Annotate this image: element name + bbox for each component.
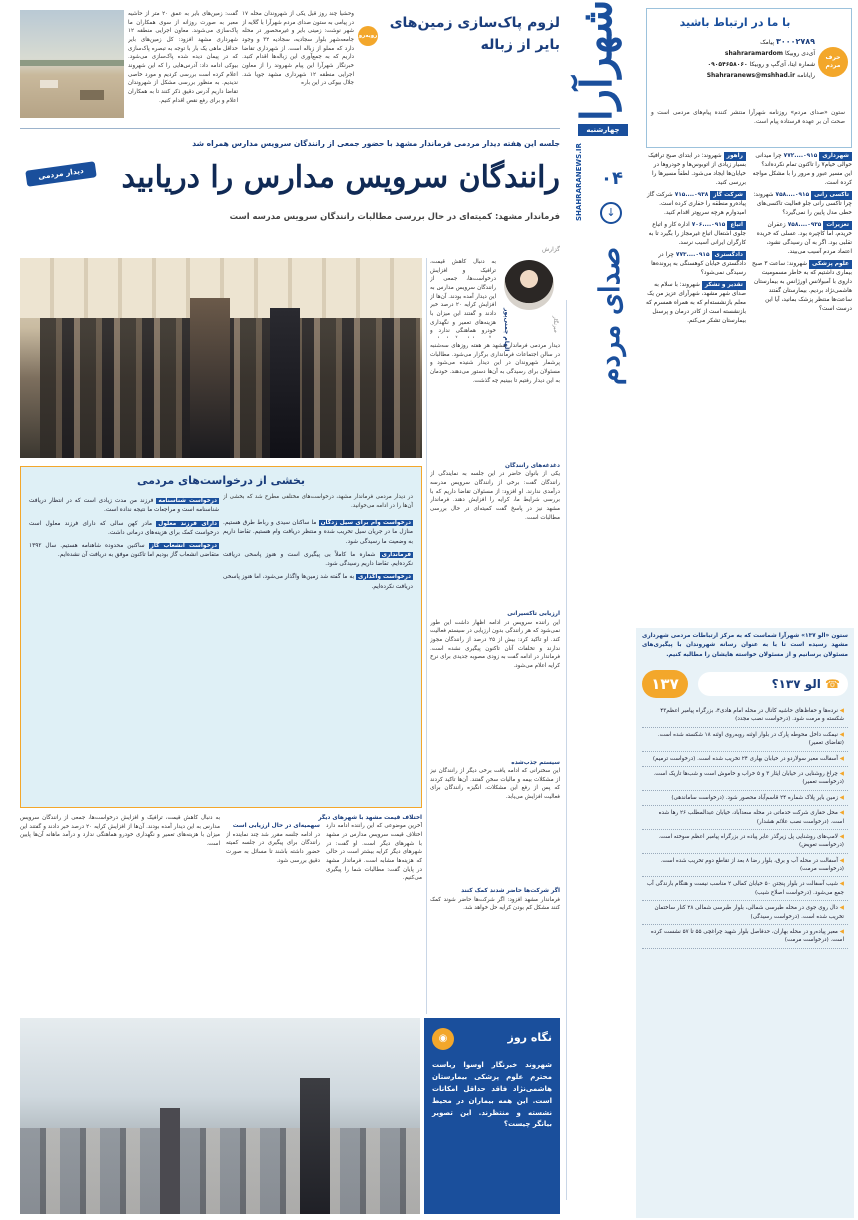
bullet-icon: ◀ [837,857,844,864]
request-tag: درخواست انشعاب گاز [150,543,217,550]
hotline-item: ◀ شیب آسفالت در بلوار پنجتن ۵۰ خیابان کمالی ۲ مناسب نیست و هنگام بارندگی آب جمع می‌شود. (درخواست اصلاح شیب) [642,877,848,901]
main-story-badge: دیدار مردمی [26,154,96,194]
contact-telegram[interactable]: shahraramardom آی‌دی روبیکا [724,50,815,58]
bullet-icon: ◀ [837,794,844,801]
message-district: شهرداری [819,152,852,161]
col7-heading: سهمیه‌ای در حال ارزیابی است [232,823,320,830]
website: SHAHRARANEWS.IR [575,143,583,221]
contact-badge: حرف مردم [818,47,848,77]
col3-heading: دغدغه‌های رانندگان [505,463,560,469]
message-phone: ۰۹۳۵....۷۵۸ [785,221,822,228]
hotline-item: ◀ چراغ روشنایی در خیابان ایثار ۳ و ۵ خراب و خاموش است و شب‌ها تاریک است. (درخواست تعمیر) [642,767,848,791]
main-col-8: فرماندار مشهد افزود: اگر شرکت‌ها حاضر شوند کمک کنند مشکل کم بودن کرایه حل خواهد شد. [430,896,560,912]
request-entry: درخواست انشعاب گاز ساکنین محدوده شاهنامه هستیم. سال ۱۳۹۲ متقاضی انشعاب گاز بودیم اما تاکنون موفق به دریافت آن نشده‌ایم. [29,543,219,559]
bullet-icon: ◀ [837,833,844,840]
main-story-kicker: جلسه این هفته دیدار مردمی فرماندار مشهد با حضور جمعی از رانندگان سرویس مدارس همراه شد [192,139,560,148]
message-text: چرا در دادگستری خیابان کوهسنگی به پرونده‌ها رسیدگی نمی‌شود؟ [651,251,746,276]
hotline-header [642,670,848,698]
col5-heading: سیستم جذب‌شده [511,759,560,766]
request-tag: درخواست شناسنامه [158,498,217,504]
message-phone: ۰۹۳۸....۷۱۵ [672,191,709,198]
contact-sms: ۳۰۰۰۲۷۸۹ پیامک [760,37,815,46]
main-col-7: در ادامه جلسه مقرر شد چند نماینده از رانندگان برای پیگیری در جلسه کمیته حضور داشته باشند تا مسائل به صورت دقیق بررسی شود. [226,831,320,864]
contact-box [646,8,852,148]
messages-list [646,152,852,622]
top-story-badge: روبه‌رو [358,26,378,46]
message-text: شهروند: با سلام به صدای شهر مشهد، شهرآرای عزیز من یک معلم بازنشسته‌ام که به همراه همسرم که بازنشسته است از کادر درمان و پرسنل بیمارستان تشکر می‌کنم. [646,281,746,324]
photo-caption-text: شهروند خبرنگار اوسوا رباست محترم علوم پزشکی بیمارستان هاشمی‌نژاد فاقد حداقل امکانات است. این همه بیماران در محیط نشسته و منتظرند. این تصویر بیانگر چیست؟ [432,1061,552,1129]
bullet-icon: ◀ [837,708,844,714]
message-text: چرا میدانی حوالی خیام۷ را تاکنون تمام نکرده‌اند؟ این مسیر عبور و مرور را با مشکل مواجه کرده است. [752,153,852,186]
message-item [646,221,746,248]
message-item [646,251,746,278]
message-text: شهروند: ساعت ۳ صبح بیماری داشتیم که به خاطر مسمومیت داروی با آمبولانس اورژانس به بیمارستان هاشمی‌نژاد بردیم. بیمارستان گفتند ساعت‌ها منتظر پزشک بمانید، آیا این درست است؟ [752,260,852,312]
message-district: تقدیر و تشکر [702,281,746,290]
camera-icon: ◉ [432,1028,454,1050]
message-text: زعفران خریدم، اما کاچیره بود. عسلی که خریده تقلبی بود. اگر به آن رسیدگی نشود، اعتماد مردم آسیب می‌بیند. [756,221,852,255]
main-col-3: یکی از بانوان حاضر در این جلسه به نمایندگی از رانندگان گفت: برخی از رانندگان سرویس مدرسه درآمدی ندارند. او افزود: از مسئولان تقاضا داریم که با بررسی شرایط ما، کرایه را افزایش دهند. فرماندار مشهد نیز در پاسخ گفت کمیته‌ای در حال بررسی مطالبات است. [430,471,560,521]
col4-heading: ارزیابی تاکسیرانی [507,611,560,618]
hotline-intro: ستون «الو ۱۳۷» شهرآرا شماست که به مرکز ارتباطات مردمی شهرداری مشهد رسیده است تا با به عنوان رسانه شهروندان با پیگیری‌های مسئولان برسانیم و از مسئولان خواسته هایشان را مطالبه کنیم. [642,633,849,658]
message-item [752,191,852,218]
arrow-down-icon: ↓ [606,206,616,219]
main-col-2: به دنبال کاهش قیمت، ترافیک و افزایش درخواست‌ها، جمعی از رانندگان سرویس مدارس به این دیدار آمده بودند. آن‌ها از افزایش کرایه ۲۰ درصد خبر دادند و گفتند این میزان با هزینه‌های تعمیر و نگهداری خودرو هماهنگی ندارد و درآمد ماهانه آن‌ها پایین است. [20,815,220,847]
hotline-items [642,704,848,1212]
author-role: خبرنگار [552,316,558,333]
contact-title: با ما در ارتباط باشید [679,16,791,29]
request-tag: دارای فرزند معلول [158,520,217,527]
request-entry: دارای فرزند معلول مادر کهن سالی که دارای فرزند معلول است درخواست کمک برای هزینه‌های درمانی داشت. [29,520,219,536]
message-district: دادگستری [712,251,747,260]
request-entry: فرمانداری شماره ما کاملاً بی پیگیری است و هنوز پاسخی دریافت نکرده‌ایم. تقاضا داریم رسیدگی شود. [223,551,413,568]
request-entry: درخواست وام برای سیل زدگان ما ساکنان سیدی و رباط طرق هستیم. منازل ما در جریان سیل تخریب شده و منتظر دریافت وام هستیم. تقاضا داریم به وضعیت ما رسیدگی شود. [223,520,413,545]
request-tag: درخواست واگذاری [357,574,411,581]
bullet-icon: ◀ [837,731,844,738]
message-item [752,152,852,188]
photo-caption-box [424,1018,560,1214]
message-phone: ۰۹۱۵....۷۰۶ [689,221,726,228]
top-story-col-b: گفت: زمین‌های بایر به عمق ۲۰ متر از حاشیه معبر به صورت روزانه از سوی همکاران ما پاک‌سازی می‌شوند. معاون اجرایی منطقه ۱۲ شهرداری مشهد افزود: کل زمین‌های بایر حداقل ماهی یک بار با توجه به تبصره پاک‌سازی که در پیمان دیده شده پاک‌سازی می‌شود. بیوکی ادامه داد: آدرس‌هایی را که این شهروند اعلام کرده است بررسی کردیم و مورد خاصی ندیدیم. به منظور بررسی مشکل از شهروندان تقاضا داریم آدرس دقیق ذکر کنند تا به همکاران اعلام و برای رفع نقص اقدام کنیم. [128,11,238,104]
main-col-4: این راننده سرویس در ادامه اظهار داشت این طور نمی‌شود که هر رانندگی بدون ارزیابی در سیستم فعالیت کند. او تاکید کرد: بیش از ۲۵ درصد از رانندگان مجوز ندارند و تخلفات آنان تاکنون پیگیری نشده است. فرماندار در ادامه گفت به زودی مصوبه جدیدی برای نرخ کرایه اعلام می‌شود. [430,619,560,670]
message-item [646,191,746,218]
contact-email[interactable]: Shahraranews@mshhad.ir رایانامه [706,71,815,79]
message-district: تاکسی رانی [811,191,852,200]
page-down-button[interactable] [600,202,622,224]
main-col-6: آخرین موضوعی که این راننده ادامه دارد اختلاف قیمت سرویس مدارس در مشهد با شهرهای دیگر است. او گفت: در شهرهای دیگر کرایه بیشتر است در حالی که هزینه‌ها مشابه است. فرماندار مشهد در پایان گفت: مطالبات شما را پیگیری می‌کنیم. [326,823,422,882]
hotline-item: ◀ نیمکت داخل محوطه پارک در بلوار اوثنه روبه‌روی اوثنه ۱۸ شکسته شده است. (تقاضای تعمیر) [642,728,848,752]
message-district: علوم پزشکی [809,260,852,269]
message-district: تعزیرات [823,221,852,230]
message-district: اتباع [727,221,746,230]
bullet-icon: ◀ [837,929,844,936]
message-district: شرکت گاز [710,191,746,200]
day-label: چهارشنبه [578,124,628,136]
message-item [646,152,746,188]
col8-heading: اگر شرکت‌ها حاضر شدند کمک کنند [461,888,560,895]
requests-box [20,466,422,808]
photo-caption-label: نگاه روز [507,1031,552,1044]
hotline-item: ◀ آسفالت در محله آب و برق، بلوار رضا ۸ بعد از تقاطع دوم تخریب شده است. (درخواست مرمت) [642,854,848,878]
phone-icon: ☎ [825,677,840,691]
bullet-icon: ◀ [837,881,844,888]
message-text: شهروند: چرا تاکسی رانی جلو فعالیت تاکسی‌های خطی مدل پایین را نمی‌گیرد؟ [753,191,852,216]
message-phone: ۰۹۱۵....۷۷۲ [781,153,818,159]
message-text: اداره کار و اتباع جلوی اشتغال اتباع غیرمجاز را بگیرد تا به کارگران ایرانی آسیب نرسد. [648,221,746,246]
hotline-item: ◀ لامپ‌های روشنایی پل زیرگذر عابر پیاده در بزرگراه پیامبر اعظم سوخته است. (درخواست تعویض) [642,830,848,854]
hotline-section [636,628,854,1218]
main-col-5: این سخنرانی که ادامه یافت برخی دیگر از رانندگان نیز از مشکلات بیمه و مالیات سخن گفتند. آن‌ها تاکید کردند که پس از رفع این مشکلات، انگیزه رانندگان برای فعالیت افزایش می‌یابد. [430,768,560,801]
hotline-number: ۱۳۷ [642,670,688,698]
main-story-title: رانندگان سرویس مدارس را دریابید [121,160,560,195]
contact-whatsapp: ۰۹۰۵۴۶۵۸۰۶۰ شماره ایتا، آی‌گپ و روبیکا [707,61,815,69]
logo: شهرآرا [572,0,621,121]
hotline-item: ◀ محل حفاری شرکت خدماتی در محله سعدآباد، خیابان عبدالمطلب ۲۶ رها شده است. (درخواست نصب علائم هشدار) [642,806,848,830]
message-phone: ۰۹۱۵....۷۵۸ [773,191,810,198]
main-story-photo [20,258,422,458]
message-item [646,281,746,326]
bullet-icon: ◀ [837,905,844,912]
section-label: گزارش [541,246,560,253]
bullet-icon: ◀ [837,810,844,817]
request-tag: فرمانداری [381,551,411,558]
hotline-item: ◀ زمین بایر پلاک شماره ۲۴ قاسم‌آباد محصور شود. (درخواست ساماندهی) [642,791,848,806]
message-district: راهور [724,152,746,161]
request-entry: درخواست شناسنامه فرزند من مدت زیادی است که در انتظار دریافت شناسنامه است و مراجعات ما نتیجه نداده است. [29,498,219,514]
author-avatar [504,260,554,310]
top-story-photo [20,10,124,118]
bullet-icon: ◀ [837,755,844,762]
masthead [568,0,638,386]
requests-title: بخشی از درخواست‌های مردمی [136,474,306,487]
main-story-lead: فرماندار مشهد: کمیته‌ای در حال بررسی مطالبات رانندگان سرویس مدرسه است [229,211,560,221]
bullet-icon: ◀ [837,770,844,777]
message-text: شهروند: در ابتدای صبح ترافیک بسیار زیادی از اتوبوس‌ها و خودروها در خیابان‌ها ایجاد می‌شود. لطفاً مسیرها را بررسی کنید. [648,153,746,186]
top-story-col-a: وحشیا چند روز قبل یکی از شهروندان محله ۱۷ در پیامی به ستون صدای مردم شهرآرا با گلایه از شهر نوشت: زمینی بایر و غیرمحصور در محله جامعه‌شهر بلوار سجادیه، سجادیه ۳۲ و وجود دارد که مملو از زباله است. از شهرداری تقاضا داریم که به جمع‌آوری این زباله‌ها اقدام کنید. خبرنگار شهرآرا این پیام شهروند را از معاون اجرایی منطقه ۱۲ شهرداری مشهد جویا شد. جلال بیوکی در این باره [242,11,354,87]
hotline-item: ◀ آسفالت معبر سولاردو در خیابان بهاری ۲۴ تخریب شده است. (درخواست ترمیم) [642,752,848,767]
top-story-title: لزوم پاک‌سازی زمین‌های بایر از زباله [389,15,560,54]
hotline-item: ◀ نرده‌ها و حفاظ‌های حاشیه کانال در محله امام هادی۴، بزرگراه پیامبر اعظم۴۳ شکسته و مرمت شود. (درخواست نصب مجدد) [642,704,848,728]
main-col-1: به دنبال کاهش قیمت، ترافیک و افزایش درخواست‌ها، جمعی از رانندگان سرویس مدارس به این دیدار آمده بودند. آن‌ها از افزایش کرایه ۲۰ درصد خبر دادند و گفتند این میزان با هزینه‌های تعمیر و نگهداری خودرو هماهنگی ندارد و [430,259,496,335]
hotline-item: ◀ معبر پیاده‌رو در محله بهاران، حدفاصل بلوار شهید چراغچی ۵۵ تا ۵۷ نشست کرده است. (درخواست مرمت) [642,925,848,949]
request-entry: درخواست واگذاری به ما گفته شد زمین‌ها واگذار می‌شود، اما هنوز پاسخی دریافت نکرده‌ایم. [223,574,413,590]
page-number: ۰۴ [601,168,623,189]
message-phone: ۰۹۱۵....۷۷۳ [673,251,710,258]
message-item [752,260,852,314]
col6-heading: اختلاف قیمت مشهد با شهرهای دیگر [318,815,422,821]
requests-intro: در دیدار مردمی فرماندار مشهد، درخواست‌های مختلفی مطرح شد که بخشی از آن‌ها را در ادامه می‌خوانید. [223,494,413,509]
message-text: شرکت گاز پیاده‌رو منطقه را حفاری کرده است. امیدوارم هرچه سریع‌تر اقدام کنید. [646,191,746,216]
main-col-1b: دیدار مردمی فرماندار مشهد هر هفته روزهای سه‌شنبه در سالن اجتماعات فرمانداری برگزار می‌شود. مطالبات پرشمار شهروندان در این دیدار شنیده می‌شود و مسئولان برای رسیدگی به آن‌ها دستور می‌دهند. خودمان به این دیدار رفتیم تا ببینیم چه گذشت. [430,343,560,384]
contact-intro: ستون «صدای مردم» روزنامه شهرآرا منتشر کننده پیام‌های مردمی است و صحت آن بر عهده فرستاده پیام است. [651,110,845,126]
message-item [752,221,852,257]
bottom-photo [20,1018,420,1214]
hotline-title: ☎ الو ۱۳۷؟ [698,672,848,696]
request-tag: درخواست وام برای سیل زدگان [320,520,411,526]
section-title: صدای مردم [593,246,626,386]
hotline-item: ◀ دال روی جوی در محله طبرسی شمالی، بلوار طبرسی شمالی ۲۸ کنار ساختمان تخریب شده است. (درخواست رسیدگی) [642,901,848,925]
author-name: الهام چمنی‌پور [503,308,510,352]
